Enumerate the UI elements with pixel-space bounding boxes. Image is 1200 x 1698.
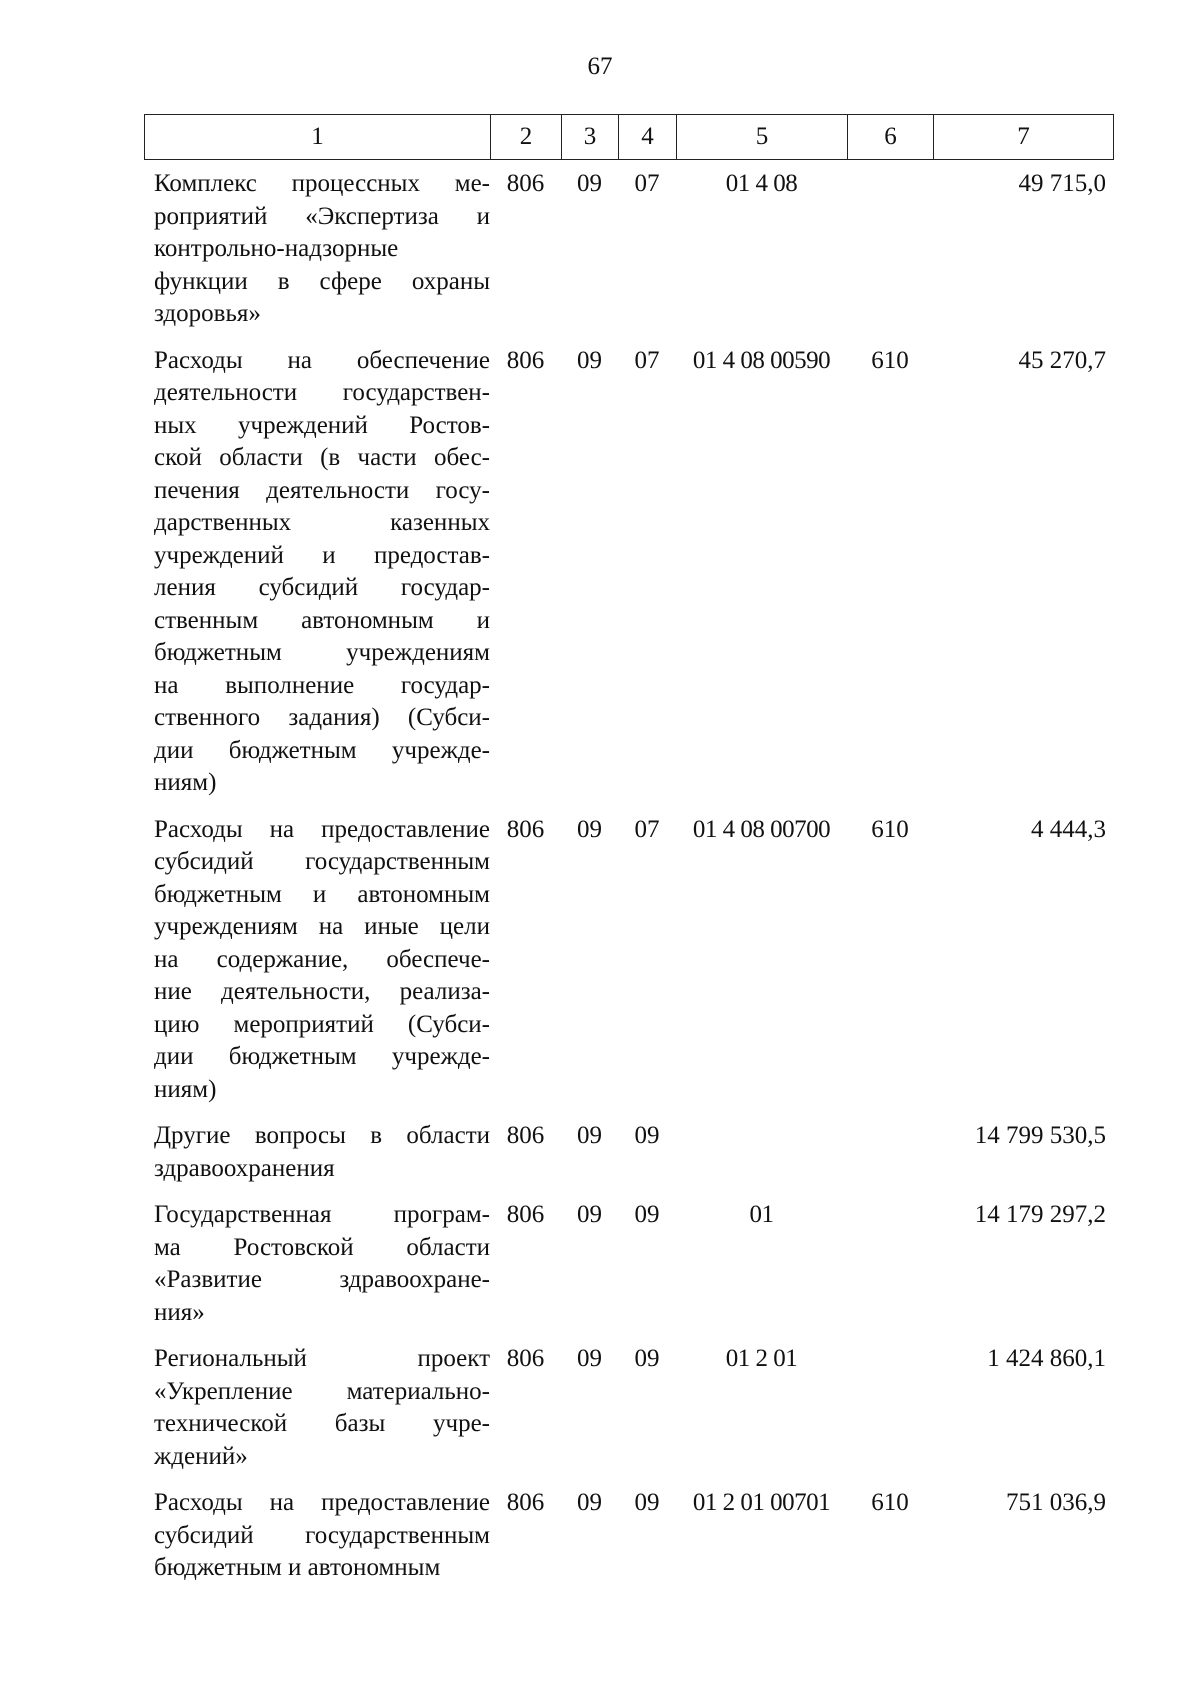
code-section: 09 bbox=[577, 346, 602, 374]
row-description bbox=[144, 1120, 490, 1185]
description-line: ниям) bbox=[154, 1075, 217, 1103]
amount: 49 715,0 bbox=[1018, 170, 1106, 197]
code-expense-type bbox=[847, 168, 933, 331]
code-expense-type bbox=[847, 1199, 933, 1329]
description-line: Расходы на предоставление bbox=[154, 1489, 490, 1516]
code-subsection: 07 bbox=[634, 815, 660, 843]
page-number: 67 bbox=[587, 53, 613, 80]
table-row bbox=[144, 1487, 1114, 1585]
description-line: бюджетным и автономным bbox=[154, 1554, 441, 1581]
code-target-article bbox=[676, 1120, 847, 1185]
description-line: деятельности государствен- bbox=[154, 379, 490, 406]
code-target-article: 01 4 08 00590 bbox=[692, 346, 831, 374]
description-line: ждений» bbox=[154, 1442, 248, 1470]
description-line: бюджетным учреждениям bbox=[154, 639, 490, 666]
code-section: 09 bbox=[577, 815, 602, 843]
code-ministry: 806 bbox=[506, 1345, 545, 1372]
code-target-article: 01 4 08 bbox=[725, 170, 798, 197]
description-line: здравоохранения bbox=[154, 1154, 335, 1182]
code-subsection: 07 bbox=[634, 346, 660, 374]
code-ministry: 806 bbox=[506, 1489, 545, 1516]
amount: 14 179 297,2 bbox=[974, 1201, 1106, 1228]
code-section: 09 bbox=[577, 1201, 602, 1228]
description-line: ления субсидий государ- bbox=[154, 574, 490, 601]
description-line: субсидий государственным bbox=[154, 848, 490, 875]
description-line: ных учреждений Ростов- bbox=[154, 411, 490, 439]
row-description bbox=[144, 168, 490, 331]
table-body bbox=[144, 168, 1114, 1599]
amount: 45 270,7 bbox=[1018, 346, 1106, 374]
description-line: контрольно-надзорные bbox=[154, 235, 399, 262]
description-line: Другие вопросы в области bbox=[154, 1122, 490, 1149]
row-description bbox=[144, 1487, 490, 1585]
description-line: «Укрепление материально- bbox=[154, 1377, 490, 1405]
description-line: Расходы на обеспечение bbox=[154, 346, 490, 374]
description-line: ния» bbox=[154, 1298, 205, 1326]
description-line: «Развитие здравоохране- bbox=[154, 1266, 490, 1293]
code-expense-type bbox=[847, 1343, 933, 1473]
description-line: ской области (в части обес- bbox=[154, 444, 490, 471]
description-line: роприятий «Экспертиза и bbox=[154, 202, 490, 230]
description-line: Расходы на предоставление bbox=[154, 815, 490, 843]
code-expense-type: 610 bbox=[871, 346, 909, 374]
description-line: печения деятельности госу- bbox=[154, 476, 490, 504]
table-row bbox=[144, 345, 1114, 800]
description-line: функции в сфере охраны bbox=[154, 267, 490, 295]
code-subsection: 07 bbox=[634, 170, 660, 197]
code-section: 09 bbox=[577, 1122, 602, 1149]
description-line: ственным автономным и bbox=[154, 606, 490, 634]
header-col-5: 5 bbox=[677, 115, 848, 160]
code-target-article: 01 bbox=[749, 1201, 774, 1228]
amount: 751 036,9 bbox=[1006, 1489, 1106, 1516]
row-description bbox=[144, 814, 490, 1107]
description-line: на выполнение государ- bbox=[154, 671, 490, 699]
description-line: учреждений и предостав- bbox=[154, 541, 490, 569]
table-row bbox=[144, 814, 1114, 1107]
code-expense-type bbox=[847, 1120, 933, 1185]
description-line: на содержание, обеспече- bbox=[154, 945, 490, 973]
header-col-7: 7 bbox=[934, 115, 1114, 160]
code-target-article: 01 4 08 00700 bbox=[692, 815, 831, 843]
header-row bbox=[145, 115, 1114, 160]
amount: 4 444,3 bbox=[1031, 815, 1106, 843]
row-description bbox=[144, 1199, 490, 1329]
description-line: здоровья» bbox=[154, 300, 261, 327]
code-ministry: 806 bbox=[506, 346, 545, 374]
description-line: дии бюджетным учрежде- bbox=[154, 736, 490, 764]
code-expense-type: 610 bbox=[871, 815, 909, 843]
description-line: дии бюджетным учрежде- bbox=[154, 1043, 490, 1070]
code-ministry: 806 bbox=[506, 170, 545, 197]
description-line: дарственных казенных bbox=[154, 509, 490, 536]
code-expense-type: 610 bbox=[871, 1489, 909, 1516]
header-col-3: 3 bbox=[562, 115, 619, 160]
description-line: технической базы учре- bbox=[154, 1410, 490, 1437]
code-subsection: 09 bbox=[634, 1201, 660, 1228]
description-line: ниям) bbox=[154, 769, 217, 796]
description-line: субсидий государственным bbox=[154, 1521, 490, 1549]
header-col-1: 1 bbox=[145, 115, 491, 160]
row-description bbox=[144, 345, 490, 800]
row-description bbox=[144, 1343, 490, 1473]
code-ministry: 806 bbox=[506, 1122, 545, 1149]
code-subsection: 09 bbox=[634, 1345, 660, 1372]
table-row bbox=[144, 1199, 1114, 1329]
code-section: 09 bbox=[577, 1345, 602, 1372]
description-line: Комплекс процессных ме- bbox=[154, 170, 490, 197]
code-section: 09 bbox=[577, 1489, 602, 1516]
description-line: ма Ростовской области bbox=[154, 1233, 490, 1261]
amount: 14 799 530,5 bbox=[974, 1122, 1106, 1149]
table-row bbox=[144, 168, 1114, 331]
description-line: ственного задания) (Субси- bbox=[154, 704, 490, 731]
code-ministry: 806 bbox=[506, 815, 545, 843]
table-row bbox=[144, 1120, 1114, 1185]
description-line: Государственная програм- bbox=[154, 1201, 490, 1228]
code-target-article: 01 2 01 bbox=[725, 1345, 798, 1372]
header-col-6: 6 bbox=[848, 115, 934, 160]
description-line: Региональный проект bbox=[154, 1345, 490, 1372]
code-subsection: 09 bbox=[634, 1489, 660, 1516]
table-header bbox=[144, 114, 1114, 160]
header-col-2: 2 bbox=[491, 115, 562, 160]
description-line: учреждениям на иные цели bbox=[154, 913, 490, 940]
table-row bbox=[144, 1343, 1114, 1473]
code-ministry: 806 bbox=[506, 1201, 545, 1228]
header-col-4: 4 bbox=[619, 115, 677, 160]
description-line: ние деятельности, реализа- bbox=[154, 978, 490, 1005]
amount: 1 424 860,1 bbox=[987, 1345, 1106, 1372]
code-target-article: 01 2 01 00701 bbox=[692, 1489, 831, 1516]
description-line: цию мероприятий (Субси- bbox=[154, 1010, 490, 1038]
code-section: 09 bbox=[577, 170, 602, 197]
description-line: бюджетным и автономным bbox=[154, 880, 490, 908]
code-subsection: 09 bbox=[634, 1122, 660, 1149]
